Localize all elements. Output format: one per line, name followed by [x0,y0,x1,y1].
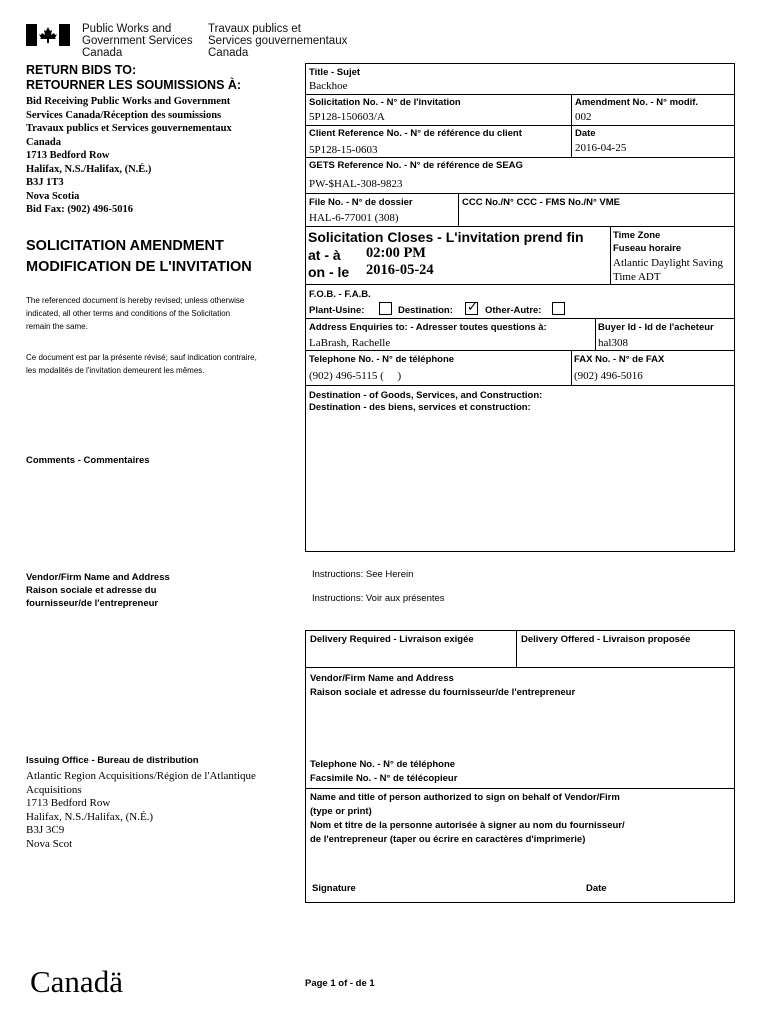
plant-usine-label: Plant-Usine: [309,305,365,316]
instructions-fr: Instructions: Voir aux présentes [312,593,445,604]
signature-label: Signature [312,883,356,894]
time-zone-label: Time Zone Fuseau horaire [613,230,682,254]
vendor-name-address-label: Vendor/Firm Name and Address Raison sociale et adresse du fournisseur/de l'entrepreneur [310,673,576,698]
destination-checkbox[interactable] [465,302,478,315]
destination-goods-label: Destination - of Goods, Services, and Construction: Destination - des biens, services et construction: [309,390,543,413]
file-no-label: File No. - N° de dossier [309,197,413,208]
time-zone-value: Atlantic Daylight Saving Time ADT [613,257,723,283]
buyer-id-label: Buyer Id - Id de l'acheteur [598,322,714,333]
return-bids-title: RETURN BIDS TO: RETOURNER LES SOUMISSIONS À: [26,63,242,92]
delivery-offered-label: Delivery Offered - Livraison proposée [521,634,691,645]
vendor-telephone-label: Telephone No. - N° de téléphone [310,759,456,770]
date-label: Date [575,128,596,139]
closing-time-value: 02:00 PM [366,245,426,261]
ccc-no-label: CCC No./N° CCC - FMS No./N° VME [462,197,621,208]
closing-date-value: 2016-05-24 [366,262,434,278]
at-label: at - à [308,247,341,263]
enquiries-label: Address Enquiries to: - Adresser toutes questions à: [309,322,547,333]
issuing-office-address: Atlantic Region Acquisitions/Région de l'Atlantique Acquisitions 1713 Bedford Row Halifax, N.S./Halifax, (N.É.) B3J 3C9 Nova Scot [26,770,256,850]
return-bids-address: Bid Receiving Public Works and Government Services Canada/Réception des soumissions Travaux publics et Services gouvernementaux Canada 1713 Bedford Row Halifax, N.S./Halifax, (N.É.) B3J 1T3 Nova Scotia Bid Fax: (902) 496-5016 [26,96,232,215]
amendment-note-en: The referenced document is hereby revised; unless otherwise indicated, all other terms and conditions of the Solicitation remain the same. [26,296,245,331]
department-name-fr: Travaux publics et Services gouvernementaux Canada [208,23,348,59]
gets-reference-value: PW-$HAL-308-9823 [309,178,403,190]
file-no-value: HAL-6-77001 (308) [309,212,399,224]
amendment-no-label: Amendment No. - N° modif. [575,97,699,108]
other-autre-label: Other-Autre: [485,305,542,316]
client-reference-value: 5P128-15-0603 [309,144,378,156]
vendor-firm-label: Vendor/Firm Name and Address Raison sociale et adresse du fournisseur/de l'entrepreneur [26,572,170,609]
issuing-office-label: Issuing Office - Bureau de distribution [26,755,199,766]
department-name-en: Public Works and Government Services Canada [82,23,193,59]
solicitation-no-label: Solicitation No. - N° de l'invitation [309,97,461,108]
canada-flag-logo [26,24,70,46]
fob-label: F.O.B. - F.A.B. [309,289,371,300]
buyer-id-value: hal308 [598,337,628,349]
on-label: on - le [308,264,350,280]
telephone-value: (902) 496-5115 ( ) [309,370,402,382]
solicitation-closes-title: Solicitation Closes - L'invitation prend fin [308,229,584,245]
vendor-fax-label: Facsimile No. - N° de télécopieur [310,773,458,784]
title-value: Backhoe [309,80,348,92]
client-reference-label: Client Reference No. - N° de référence du client [309,128,522,139]
telephone-label: Telephone No. - N° de téléphone [309,354,455,365]
plant-usine-checkbox[interactable] [379,302,392,315]
amendment-no-value: 002 [575,111,592,123]
title-label: Title - Sujet [309,67,361,78]
signature-date-label: Date [586,883,607,894]
comments-label: Comments - Commentaires [26,455,150,466]
amendment-note-fr: Ce document est par la présente révisé; sauf indication contraire, les modalités de l'invitation demeurent les mêmes. [26,353,257,375]
amendment-title: SOLICITATION AMENDMENT MODIFICATION DE L'INVITATION [26,238,252,275]
canada-wordmark: Canadä [30,964,123,999]
fax-label: FAX No. - N° de FAX [574,354,665,365]
date-value: 2016-04-25 [575,142,627,154]
check-mark-icon: ✓ [467,300,478,315]
solicitation-no-value: 5P128-150603/A [309,111,385,123]
delivery-required-label: Delivery Required - Livraison exigée [310,634,474,645]
destination-label: Destination: [398,305,453,316]
gets-reference-label: GETS Reference No. - N° de référence de SEAG [309,160,523,171]
page-number: Page 1 of - de 1 [305,978,375,989]
authorized-person-label: Name and title of person authorized to sign on behalf of Vendor/Firm (type or print) Nom et titre de la personne autorisée à signer au nom du fournisseur/ de l'entrepreneur (taper ou écrire en caractères d'imprimerie) [310,792,625,845]
instructions-en: Instructions: See Herein [312,569,414,580]
other-autre-checkbox[interactable] [552,302,565,315]
enquiries-value: LaBrash, Rachelle [309,337,391,349]
fax-value: (902) 496-5016 [574,370,643,382]
